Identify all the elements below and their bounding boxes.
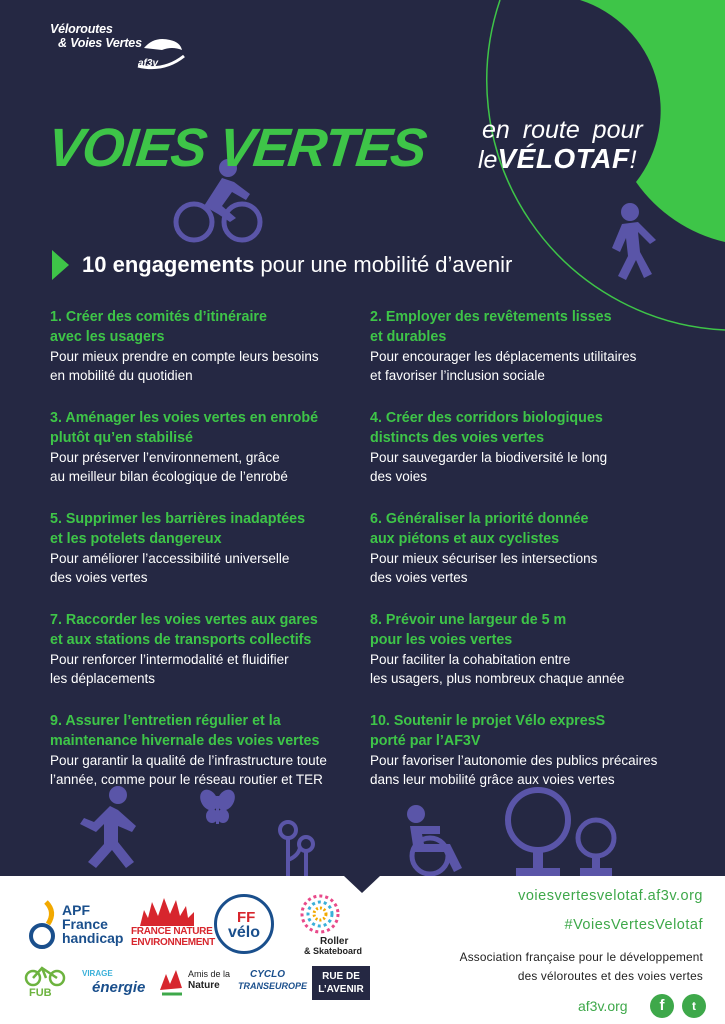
amis-nature-text-2: Nature xyxy=(188,980,220,991)
fne-hedgehog-icon xyxy=(138,896,196,926)
item-description: en mobilité du quotidien xyxy=(50,368,193,383)
item-title: maintenance hivernale des voies vertes xyxy=(50,733,320,749)
item-description: des voies xyxy=(370,469,428,484)
ffvelo-text-2: vélo xyxy=(228,924,261,941)
virage-text-1: VIRAGE xyxy=(82,969,113,978)
apf-symbol-icon xyxy=(28,898,62,950)
hashtag: #VoiesVertesVelotaf xyxy=(564,917,703,933)
af3v-link[interactable]: af3v.org xyxy=(578,998,628,1014)
pedestrian-icon xyxy=(612,203,656,280)
logo-line-3: af3v xyxy=(138,58,159,69)
fub-text: FUB xyxy=(29,987,52,999)
commitment-item xyxy=(370,408,690,486)
item-description: Pour favoriser l’autonomie des publics précaires xyxy=(370,753,658,768)
item-description: les déplacements xyxy=(50,671,156,686)
roller-dots-icon xyxy=(298,892,342,936)
triangle-bullet-icon xyxy=(52,250,69,280)
commitment-item xyxy=(50,408,370,486)
item-description: Pour renforcer l’intermodalité et fluidifier xyxy=(50,652,289,667)
item-description: les usagers, plus nombreux chaque année xyxy=(370,671,625,686)
cyclo-text-1: CYCLO xyxy=(250,969,285,980)
commitment-item xyxy=(50,307,370,385)
butterfly-icon xyxy=(197,786,239,824)
virage-text-2: énergie xyxy=(92,979,146,996)
logo-line-1: Véloroutes xyxy=(50,22,113,36)
roller-text-1: Roller xyxy=(320,936,349,947)
commitment-item xyxy=(50,610,370,688)
fub-bike-icon xyxy=(24,964,66,988)
item-title: 1. Créer des comités d’itinéraire xyxy=(50,309,267,325)
tagline-line-2 xyxy=(478,143,637,175)
twitter-icon[interactable]: t xyxy=(682,994,706,1018)
rue-avenir-text-1: RUE DE xyxy=(322,971,360,982)
item-description: des voies vertes xyxy=(50,570,148,585)
item-description: Pour préserver l’environnement, grâce xyxy=(50,450,280,465)
item-description: Pour mieux sécuriser les intersections xyxy=(370,551,598,566)
item-title: 3. Aménager les voies vertes en enrobé xyxy=(50,410,319,426)
item-description: Pour garantir la qualité de l’infrastructure toute xyxy=(50,753,327,768)
apf-text-3: handicap xyxy=(62,930,124,946)
item-title: plutôt qu’en stabilisé xyxy=(50,430,193,446)
commitment-item xyxy=(370,610,690,688)
footer-notch xyxy=(344,876,380,893)
flower-icon xyxy=(280,822,313,876)
tagline-exclamation: ! xyxy=(629,146,637,174)
runner-icon xyxy=(80,786,136,868)
item-description: Pour améliorer l’accessibilité universelle xyxy=(50,551,290,566)
fne-text-1: FRANCE NATURE xyxy=(131,926,213,937)
af3v-logo xyxy=(50,22,185,74)
item-title: et durables xyxy=(370,329,447,345)
commitment-item xyxy=(50,509,370,587)
item-title: 8. Prévoir une largeur de 5 m xyxy=(370,612,567,628)
item-description: dans leur mobilité grâce aux voies vertes xyxy=(370,772,615,787)
amis-nature-leaf-icon xyxy=(156,966,186,996)
apf-text-1: APF xyxy=(62,902,90,918)
fne-text-2: ENVIRONNEMENT xyxy=(131,937,215,948)
tagline-velotaf: VÉLOTAF xyxy=(497,143,630,174)
item-title: aux piétons et aux cyclistes xyxy=(370,531,560,547)
section-heading xyxy=(52,250,512,280)
cyclo-text-2: TRANSEUROPE xyxy=(238,981,308,991)
partner-logo-rue-avenir xyxy=(312,966,370,1000)
commitment-item xyxy=(50,711,370,789)
item-description: des voies vertes xyxy=(370,570,468,585)
item-title: et aux stations de transports collectifs xyxy=(50,632,312,648)
tagline-prefix: le xyxy=(478,146,498,174)
item-title: 7. Raccorder les voies vertes aux gares xyxy=(50,612,318,628)
item-description: Pour sauvegarder la biodiversité le long xyxy=(370,450,608,465)
heading-strong: 10 engagements xyxy=(82,252,255,277)
association-line-2: des véloroutes et des voies vertes xyxy=(517,969,703,983)
item-description: et favoriser l’inclusion sociale xyxy=(370,368,545,383)
facebook-icon[interactable]: f xyxy=(650,994,674,1018)
commitment-item xyxy=(370,307,690,385)
item-title: distincts des voies vertes xyxy=(370,430,545,446)
item-title: 2. Employer des revêtements lisses xyxy=(370,309,612,325)
item-title: avec les usagers xyxy=(50,329,165,345)
wheelchair-icon xyxy=(407,805,462,874)
item-title: pour les voies vertes xyxy=(370,632,513,648)
main-title: VOIES VERTES xyxy=(44,118,429,178)
amis-nature-text-1: Amis de la xyxy=(188,969,231,979)
partner-logo-ffvelo xyxy=(214,894,274,954)
item-description: Pour faciliter la cohabitation entre xyxy=(370,652,571,667)
tree-icon xyxy=(508,790,614,876)
logo-line-2: & Voies Vertes xyxy=(58,36,142,50)
item-title: 6. Généraliser la priorité donnée xyxy=(370,511,589,527)
roller-text-2: & Skateboard xyxy=(304,946,363,956)
item-title: 5. Supprimer les barrières inadaptées xyxy=(50,511,306,527)
item-description: au meilleur bilan écologique de l’enrobé xyxy=(50,469,288,484)
item-title: 4. Créer des corridors biologiques xyxy=(370,410,603,426)
item-title: 9. Assurer l’entretien régulier et la xyxy=(50,713,281,729)
heading-rest: pour une mobilité d’avenir xyxy=(260,252,513,277)
commitment-item xyxy=(370,509,690,587)
item-description: l’année, comme pour le réseau routier et TER xyxy=(50,772,323,787)
tagline-line-1: en route pour xyxy=(482,116,643,144)
website-link[interactable]: voiesvertesvelotaf.af3v.org xyxy=(518,888,703,904)
item-description: Pour encourager les déplacements utilitaires xyxy=(370,349,637,364)
commitment-item xyxy=(370,711,690,789)
ffvelo-text-1: FF xyxy=(237,909,256,926)
item-title: porté par l’AF3V xyxy=(370,733,481,749)
item-description: Pour mieux prendre en compte leurs besoins xyxy=(50,349,319,364)
item-title: et les potelets dangereux xyxy=(50,531,222,547)
item-title: 10. Soutenir le projet Vélo expresS xyxy=(370,713,606,729)
association-line-1: Association française pour le développement xyxy=(459,950,703,964)
rue-avenir-text-2: L’AVENIR xyxy=(318,984,364,995)
apf-text-2: France xyxy=(62,916,108,932)
